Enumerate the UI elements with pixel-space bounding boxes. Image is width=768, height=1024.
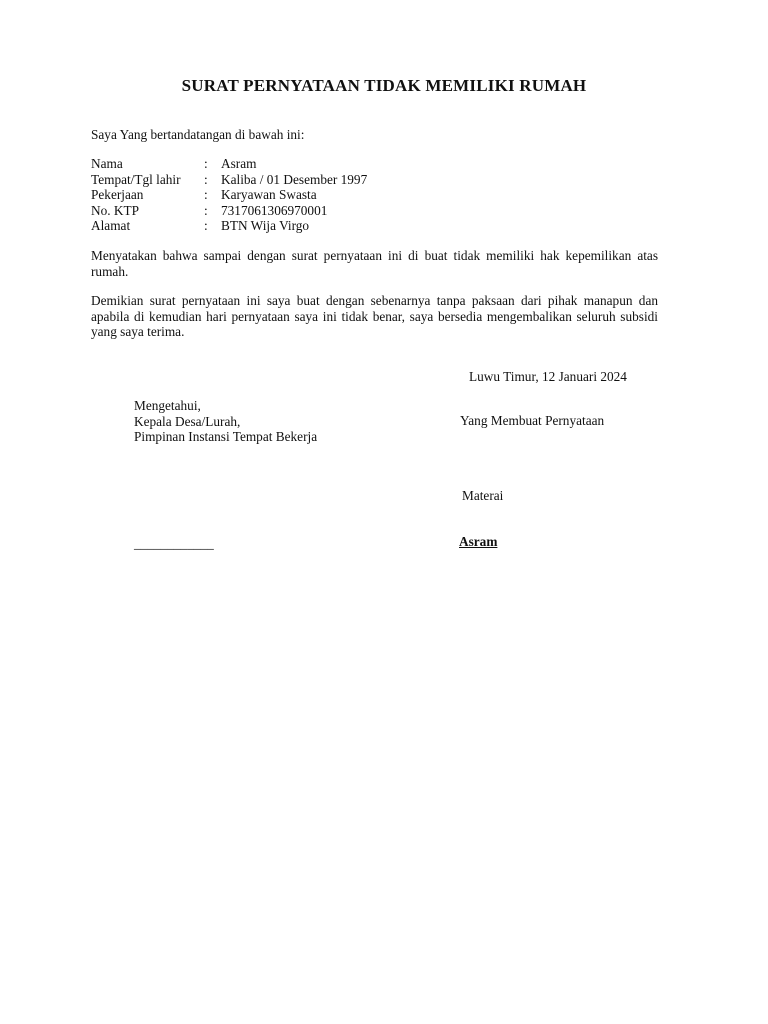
closing-paragraph: Demikian surat pernyataan ini saya buat dengan sebenarnya tanpa paksaan dari pihak manapun dan apabila di kemudian hari pernyataan saya ini tidak benar, saya bersedia mengembalikan seluruh subsidi yang saya terima.	[91, 293, 658, 339]
witness-line-acknowledged: Mengetahui,	[134, 398, 201, 413]
identity-label: Nama	[91, 156, 123, 171]
identity-row-address	[91, 218, 367, 234]
maker-label: Yang Membuat Pernyataan	[460, 413, 605, 428]
identity-colon: :	[204, 218, 208, 233]
identity-value: Kaliba / 01 Desember 1997	[221, 171, 368, 187]
identity-colon: :	[204, 171, 208, 187]
identity-colon: :	[204, 187, 208, 202]
identity-row-occupation	[91, 187, 367, 203]
identity-value: BTN Wija Virgo	[221, 218, 310, 233]
witness-block	[134, 398, 317, 445]
identity-row-birth	[91, 172, 367, 188]
identity-value: 7317061306970001	[221, 202, 328, 218]
identity-block	[91, 156, 367, 234]
identity-row-name	[91, 156, 367, 172]
identity-label: Pekerjaan	[91, 187, 144, 202]
witness-line-employer: Pimpinan Instansi Tempat Bekerja	[134, 429, 318, 444]
identity-colon: :	[204, 156, 208, 171]
witness-signature-line: ____________	[134, 536, 214, 551]
stamp-label: Materai	[462, 488, 504, 503]
page-title: SURAT PERNYATAAN TIDAK MEMILIKI RUMAH	[181, 76, 587, 95]
intro-text: Saya Yang bertandatangan di bawah ini:	[91, 127, 305, 142]
identity-colon: :	[204, 202, 208, 218]
identity-label: No. KTP	[91, 202, 140, 218]
signer-name: Asram	[459, 534, 498, 549]
identity-label: Tempat/Tgl lahir	[91, 171, 181, 187]
identity-label: Alamat	[91, 218, 131, 233]
identity-value: Asram	[221, 156, 257, 171]
witness-line-village-head: Kepala Desa/Lurah,	[134, 413, 241, 429]
place-date: Luwu Timur, 12 Januari 2024	[469, 369, 627, 384]
statement-paragraph: Menyatakan bahwa sampai dengan surat pernyataan ini di buat tidak memiliki hak kepemilikan atas rumah.	[91, 248, 658, 279]
identity-row-ktp	[91, 203, 367, 219]
identity-value: Karyawan Swasta	[221, 187, 317, 202]
